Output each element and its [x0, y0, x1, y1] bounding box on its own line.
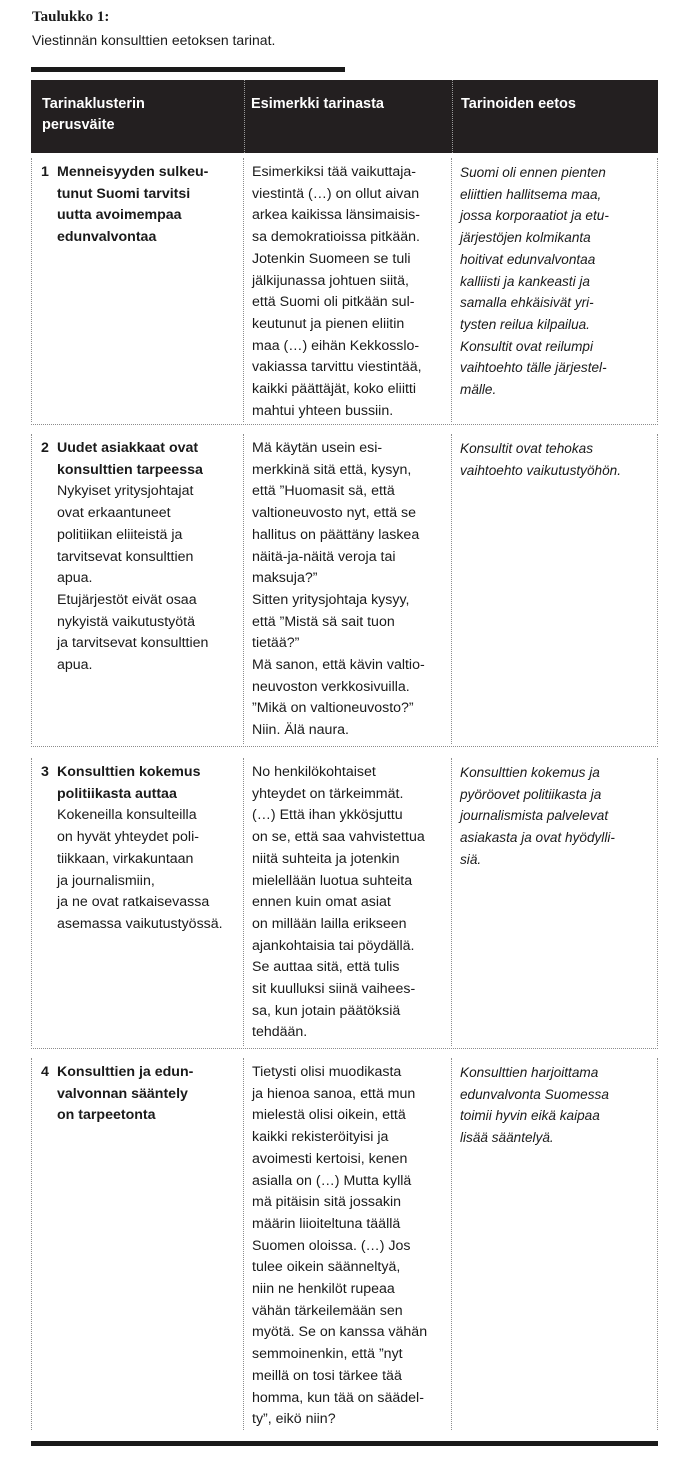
- text-line: neuvoston verkkosivuilla.: [252, 678, 410, 695]
- text-line: kaikki päättäjät, koko eliitti: [252, 381, 417, 398]
- header-col-ethos: Tarinoiden eetos: [461, 96, 576, 112]
- text-line: viestintä (…) on ollut aivan: [252, 185, 420, 202]
- text-line: yhteydet on tärkeimmät.: [252, 785, 404, 802]
- text-line: niitä suhteita ja jotenkin: [252, 850, 400, 867]
- column-divider: [657, 758, 658, 1046]
- row-divider: [31, 1048, 658, 1049]
- text-line: arkea kaikissa länsimaisis-: [252, 207, 420, 224]
- cell-claim: [41, 162, 246, 249]
- text-line: asemassa vaikutustyössä.: [57, 915, 223, 932]
- text-line: apua.: [57, 657, 93, 674]
- text-line: asialla on (…) Mutta kyllä: [252, 1172, 412, 1189]
- text-line: eliittien hallitsema maa,: [460, 186, 602, 202]
- text-line: journalismista palvelevat: [460, 808, 609, 824]
- text-line: asiakasta ja ovat hyödylli-: [460, 830, 615, 846]
- column-divider: [243, 158, 244, 422]
- column-divider: [243, 434, 244, 744]
- text-line: Se auttaa sitä, että tulis: [252, 959, 400, 976]
- text-line: maksuja?”: [252, 570, 318, 587]
- text-line: tysten reilua kilpailua.: [460, 316, 590, 332]
- text-line: jälkijunassa johtuen siitä,: [252, 272, 409, 289]
- text-line: mahtui yhteen bussiin.: [252, 402, 394, 419]
- cell-ethos: [460, 762, 656, 871]
- column-divider: [243, 758, 244, 1046]
- text-line: politiikan eliiteistä ja: [57, 526, 183, 543]
- text-line: Suomi oli ennen pienten: [460, 165, 606, 180]
- top-rule: [31, 67, 345, 72]
- text-line: pyöröovet politiikasta ja: [460, 786, 602, 802]
- text-line: tiikkaan, virkakuntaan: [57, 850, 194, 867]
- text-line: vaihtoehto tälle järjestel-: [460, 360, 607, 376]
- column-divider: [657, 158, 658, 422]
- cell-claim: [41, 762, 246, 936]
- text-line: mä pitäisin sitä jossakin: [252, 1194, 402, 1211]
- text-line: edunvalvonta Suomessa: [460, 1086, 609, 1102]
- text-line: määrin liioiteltuna täällä: [252, 1215, 401, 1232]
- text-line: (…) Että ihan ykkösjuttu: [252, 807, 403, 824]
- column-divider: [31, 158, 32, 422]
- table-row: [31, 162, 658, 424]
- cell-ethos: [460, 438, 656, 481]
- text-line: tehdään.: [252, 1024, 308, 1041]
- text-line: Tietysti olisi muodikasta: [252, 1064, 402, 1080]
- claim-line: Konsulttien ja edun-: [57, 1064, 194, 1080]
- claim-line: on tarpeetonta: [57, 1107, 156, 1124]
- text-line: ”Mikä on valtioneuvosto?”: [252, 700, 414, 717]
- claim-line: tunut Suomi tarvitsi: [57, 185, 191, 202]
- table-row: [31, 1062, 658, 1432]
- claim-line: valvonnan sääntely: [57, 1085, 188, 1102]
- header-divider: [244, 80, 245, 153]
- claim-line: politiikasta auttaa: [57, 785, 177, 802]
- text-line: meillä on tosi tärkee tää: [252, 1367, 402, 1384]
- table-caption-text: Viestinnän konsulttien eetoksen tarinat.: [32, 32, 276, 48]
- cell-claim: [41, 438, 246, 677]
- text-line: Jotenkin Suomeen se tuli: [252, 250, 411, 267]
- cell-example: [252, 762, 452, 1044]
- text-line: ja ne ovat ratkaisevassa: [57, 894, 210, 911]
- cell-claim: [41, 1062, 246, 1127]
- text-line: nykyistä vaikutustyötä: [57, 613, 195, 630]
- cell-example: [252, 162, 452, 422]
- text-line: näitä-ja-näitä veroja tai: [252, 548, 396, 565]
- text-line: niin ne henkilöt rupeaa: [252, 1281, 395, 1298]
- text-line: vähän tärkeilemään sen: [252, 1302, 403, 1319]
- text-line: kaikki rekisteröityisi ja: [252, 1129, 389, 1146]
- text-line: Konsulttien harjoittama: [460, 1065, 599, 1080]
- cell-example: [252, 438, 452, 742]
- text-line: merkkinä sitä että, kysyn,: [252, 461, 412, 478]
- text-line: jossa korporaatiot ja etu-: [460, 208, 609, 224]
- text-line: että ”Mistä sä sait tuon: [252, 613, 395, 630]
- text-line: sa, kun jotain päätöksiä: [252, 1002, 401, 1019]
- table-row: [31, 762, 658, 1048]
- text-line: että ”Huomasit sä, että: [252, 483, 395, 500]
- text-line: on millään lailla erikseen: [252, 915, 407, 932]
- claim-line: Uudet asiakkaat ovat: [57, 440, 199, 456]
- text-line: hoitivat edunvalvontaa: [460, 251, 596, 267]
- text-line: semmoinenkin, että ”nyt: [252, 1346, 403, 1363]
- text-line: Etujärjestöt eivät osaa: [57, 591, 197, 608]
- table-caption-label: Taulukko 1:: [32, 9, 110, 25]
- text-line: hallitus on päättäny laskea: [252, 526, 420, 543]
- text-line: No henkilökohtaiset: [252, 764, 376, 780]
- text-line: ty”, eikö niin?: [252, 1411, 336, 1428]
- text-line: vaihtoehto vaikutustyöhön.: [460, 462, 621, 478]
- text-line: vakiassa tarvittu viestintää,: [252, 359, 422, 376]
- text-line: keutunut ja pienen eliitin: [252, 315, 405, 332]
- row-number: 4: [41, 1064, 49, 1080]
- row-number: 1: [41, 164, 49, 180]
- bottom-rule: [31, 1441, 658, 1446]
- column-divider: [451, 158, 452, 422]
- text-line: sit kuulluksi siinä vaihees-: [252, 981, 416, 998]
- text-line: Nykyiset yritysjohtajat: [57, 483, 194, 500]
- text-line: tulee oikein säänneltyä,: [252, 1259, 401, 1276]
- column-divider: [31, 758, 32, 1046]
- column-divider: [451, 1058, 452, 1430]
- row-divider: [31, 424, 658, 425]
- claim-line: edunvalvontaa: [57, 229, 157, 246]
- row-number: 2: [41, 440, 49, 456]
- row-divider: [31, 746, 658, 747]
- header-col-example: Esimerkki tarinasta: [251, 96, 384, 112]
- text-line: Kokeneilla konsulteilla: [57, 807, 197, 824]
- text-line: Suomen oloissa. (…) Jos: [252, 1237, 411, 1254]
- text-line: valtioneuvosto nyt, että se: [252, 505, 417, 522]
- text-line: Mä käytän usein esi-: [252, 440, 383, 456]
- claim-line: Menneisyyden sulkeu-: [57, 164, 209, 180]
- text-line: Esimerkiksi tää vaikuttaja-: [252, 164, 416, 180]
- text-line: toimii hyvin eikä kaipaa: [460, 1108, 600, 1124]
- text-line: ja journalismiin,: [57, 872, 155, 889]
- text-line: on hyvät yhteydet poli-: [57, 829, 199, 846]
- text-line: tarvitsevat konsulttien: [57, 548, 194, 565]
- text-line: sa demokratioissa pitkään.: [252, 229, 420, 246]
- text-line: samalla ehkäisivät yri-: [460, 295, 594, 311]
- column-divider: [657, 434, 658, 744]
- text-line: on se, että saa vahvistettua: [252, 829, 425, 846]
- cell-example: [252, 1062, 452, 1431]
- claim-line: uutta avoimempaa: [57, 207, 182, 224]
- text-line: mielellään luotua suhteita: [252, 872, 413, 889]
- table-header: [31, 80, 658, 153]
- text-line: mälle.: [460, 382, 497, 398]
- text-line: Niin. Älä naura.: [252, 722, 349, 739]
- text-line: ovat erkaantuneet: [57, 505, 171, 522]
- row-number: 3: [41, 764, 49, 780]
- column-divider: [31, 434, 32, 744]
- header-divider: [452, 80, 453, 153]
- text-line: kalliisti ja kankeasti ja: [460, 273, 590, 289]
- text-line: homma, kun tää on säädel-: [252, 1389, 424, 1406]
- text-line: ajankohtaisia tai pöydällä.: [252, 937, 415, 954]
- text-line: tietää?”: [252, 635, 300, 652]
- text-line: Konsultit ovat reilumpi: [460, 338, 593, 354]
- text-line: Mä sanon, että kävin valtio-: [252, 657, 425, 674]
- column-divider: [451, 758, 452, 1046]
- claim-line: konsulttien tarpeessa: [57, 461, 203, 478]
- text-line: ennen kuin omat asiat: [252, 894, 391, 911]
- cell-ethos: [460, 1062, 656, 1149]
- text-line: Konsultit ovat tehokas: [460, 441, 593, 456]
- text-line: Sitten yritysjohtaja kysyy,: [252, 591, 410, 608]
- text-line: lisää sääntelyä.: [460, 1130, 554, 1146]
- header-col-claim: Tarinaklusterin perusväite: [42, 96, 145, 133]
- text-line: apua.: [57, 570, 93, 587]
- claim-line: Konsulttien kokemus: [57, 764, 201, 780]
- table-row: [31, 438, 658, 746]
- text-line: maa (…) eihän Kekkosslo-: [252, 337, 420, 354]
- text-line: avoimesti kertoisi, kenen: [252, 1150, 408, 1167]
- text-line: järjestöjen kolmikanta: [460, 230, 591, 246]
- cell-ethos: [460, 162, 656, 401]
- text-line: ja tarvitsevat konsulttien: [57, 635, 209, 652]
- text-line: Konsulttien kokemus ja: [460, 765, 600, 780]
- column-divider: [243, 1058, 244, 1430]
- text-line: mielestä olisi oikein, että: [252, 1107, 406, 1124]
- column-divider: [31, 1058, 32, 1430]
- column-divider: [451, 434, 452, 744]
- text-line: myötä. Se on kanssa vähän: [252, 1324, 428, 1341]
- text-line: että Suomi oli pitkään sul-: [252, 294, 415, 311]
- column-divider: [657, 1058, 658, 1430]
- text-line: ja hienoa sanoa, että mun: [252, 1085, 416, 1102]
- text-line: siä.: [460, 851, 482, 867]
